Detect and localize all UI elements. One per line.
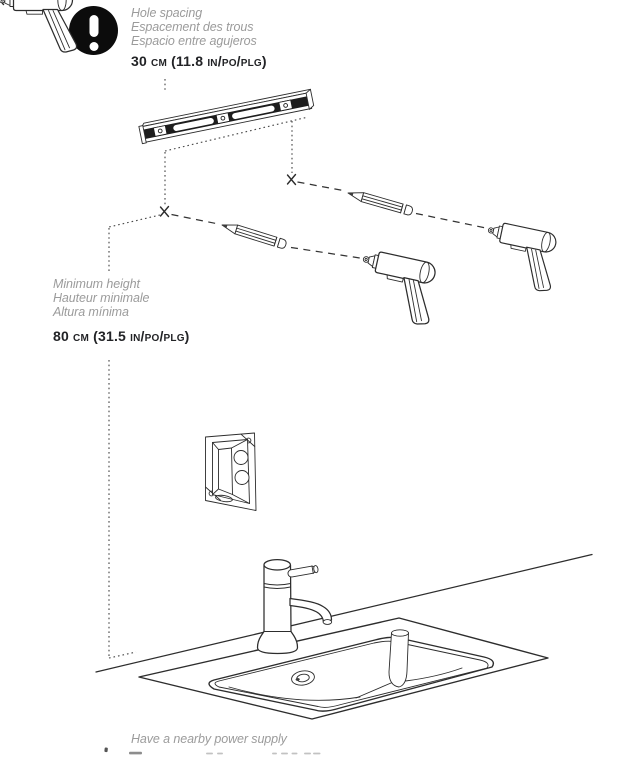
spout-opening bbox=[323, 620, 332, 625]
footer-partial-fragments bbox=[104, 747, 320, 754]
marking-pencil-illustration-lower bbox=[221, 221, 288, 250]
minimum-height-measurement: 80 cm (31.5 in/po/plg) bbox=[53, 328, 190, 345]
partial-icon-fragment bbox=[104, 747, 108, 752]
dashed-pointer-lines bbox=[172, 182, 487, 258]
x-mark-right bbox=[288, 175, 296, 185]
marking-pencil-illustration-upper bbox=[347, 189, 414, 216]
x-mark-left bbox=[161, 207, 169, 217]
minimum-height-label-fr: Hauteur minimale bbox=[53, 290, 150, 305]
clipped-next-line-marks bbox=[129, 752, 321, 755]
faucet-handle bbox=[287, 565, 318, 578]
faucet-top-cap bbox=[264, 560, 290, 570]
power-supply-label-en: Have a nearby power supply bbox=[131, 732, 287, 746]
spirit-level-illustration bbox=[138, 89, 314, 143]
overflow-standpipe bbox=[389, 630, 409, 687]
hole-spacing-label-es: Espacio entre agujeros bbox=[131, 33, 257, 48]
outlet-knockout-hole bbox=[234, 451, 248, 465]
hole-spacing-label-en: Hole spacing bbox=[131, 6, 203, 20]
electric-screwdriver-illustration-lower bbox=[352, 249, 441, 327]
hole-spacing-label-fr: Espacement des trous bbox=[131, 19, 254, 34]
minimum-height-label-en: Minimum height bbox=[53, 277, 140, 291]
bathroom-sink-illustration bbox=[96, 555, 592, 720]
hole-spacing-measurement: 30 cm (11.8 in/po/plg) bbox=[131, 53, 267, 70]
wall-outlet-box-illustration bbox=[206, 433, 257, 511]
minimum-height-label-es: Altura mínima bbox=[53, 304, 129, 319]
electric-screwdriver-illustration-upper bbox=[478, 220, 561, 293]
outlet-knockout-hole bbox=[235, 471, 249, 485]
faucet-spout bbox=[290, 599, 332, 623]
